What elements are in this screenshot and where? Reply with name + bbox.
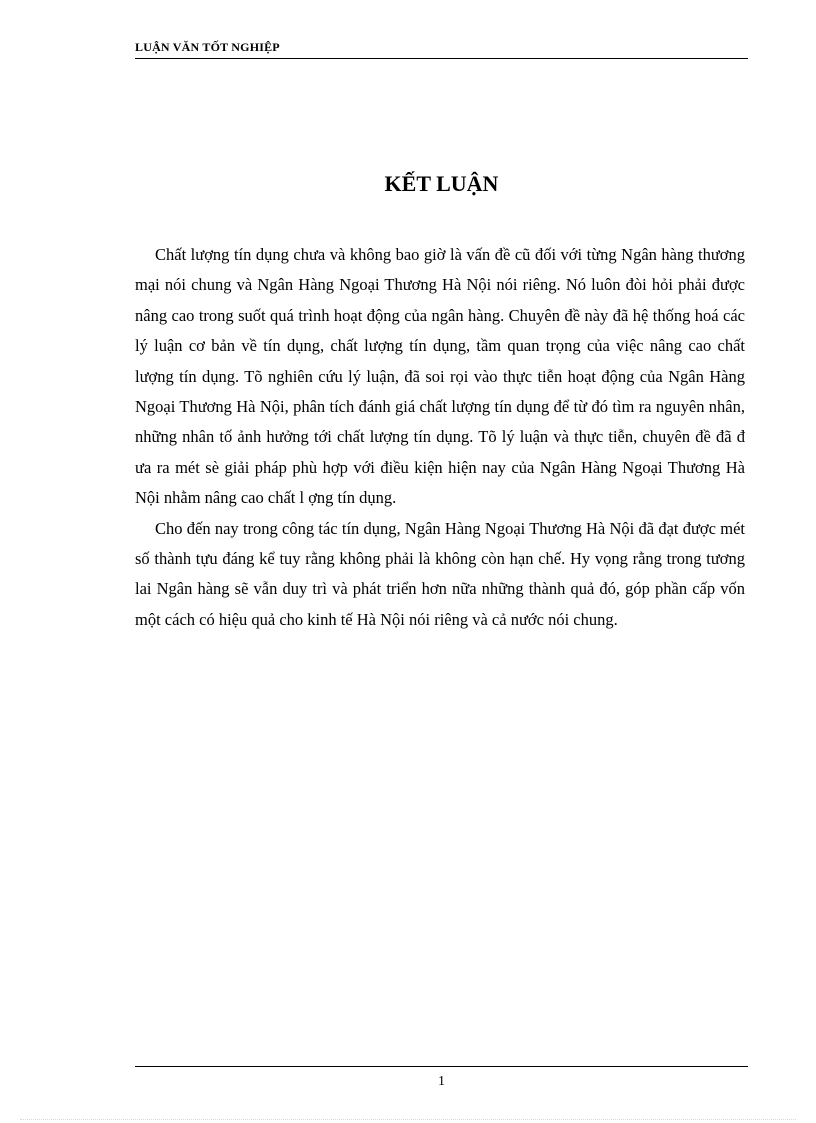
page-bottom-divider (20, 1119, 796, 1120)
page-number: 1 (438, 1074, 445, 1089)
page-header (135, 40, 748, 59)
page-footer (135, 1066, 748, 1091)
page-title: KẾT LUẬN (384, 171, 499, 196)
paragraph-1: Chất lượng tín dụng chưa và không bao giờ là vấn đề cũ đối với từng Ngân hàng thương mại nói chung và Ngân Hàng Ngoại Thương Hà Nội nói riêng. Nó luôn đòi hỏi phải được nâng cao trong suốt quá trình hoạt động của ngân hàng. Chuyên đề này đã hệ thống hoá các lý luận cơ bản về tín dụng, chất lượng tín dụng, tầm quan trọng của việc nâng cao chất lượng tín dụng. Tõ nghiên cứu lý luận, đã soi rọi vào thực tiễn hoạt động của Ngân Hàng Ngoại Thương Hà Nội, phân tích đánh giá chất lượng tín dụng để từ đó tìm ra nguyên nhân, những nhân tố ảnh hưởng tới chất lượng tín dụng. Tõ lý luận và thực tiễn, chuyên đề đã đ ưa ra mét sè giải pháp phù hợp với điều kiện hiện nay của Ngân Hàng Ngoại Thương Hà Nội nhằm nâng cao chất l ợng tín dụng. (135, 245, 745, 508)
header-title: LUẬN VĂN TỐT NGHIỆP (135, 40, 280, 54)
paragraph-2: Cho đến nay trong công tác tín dụng, Ngân Hàng Ngoại Thương Hà Nội đã đạt được mét số thành tựu đáng kể tuy rằng không phải là không còn hạn chế. Hy vọng rằng trong tương lai Ngân hàng sẽ vẫn duy trì và phát triển hơn nữa những thành quả đó, góp phần cấp vốn một cách có hiệu quả cho kinh tế Hà Nội nói riêng và cả nước nói chung. (135, 518, 745, 629)
document-body (135, 240, 745, 635)
